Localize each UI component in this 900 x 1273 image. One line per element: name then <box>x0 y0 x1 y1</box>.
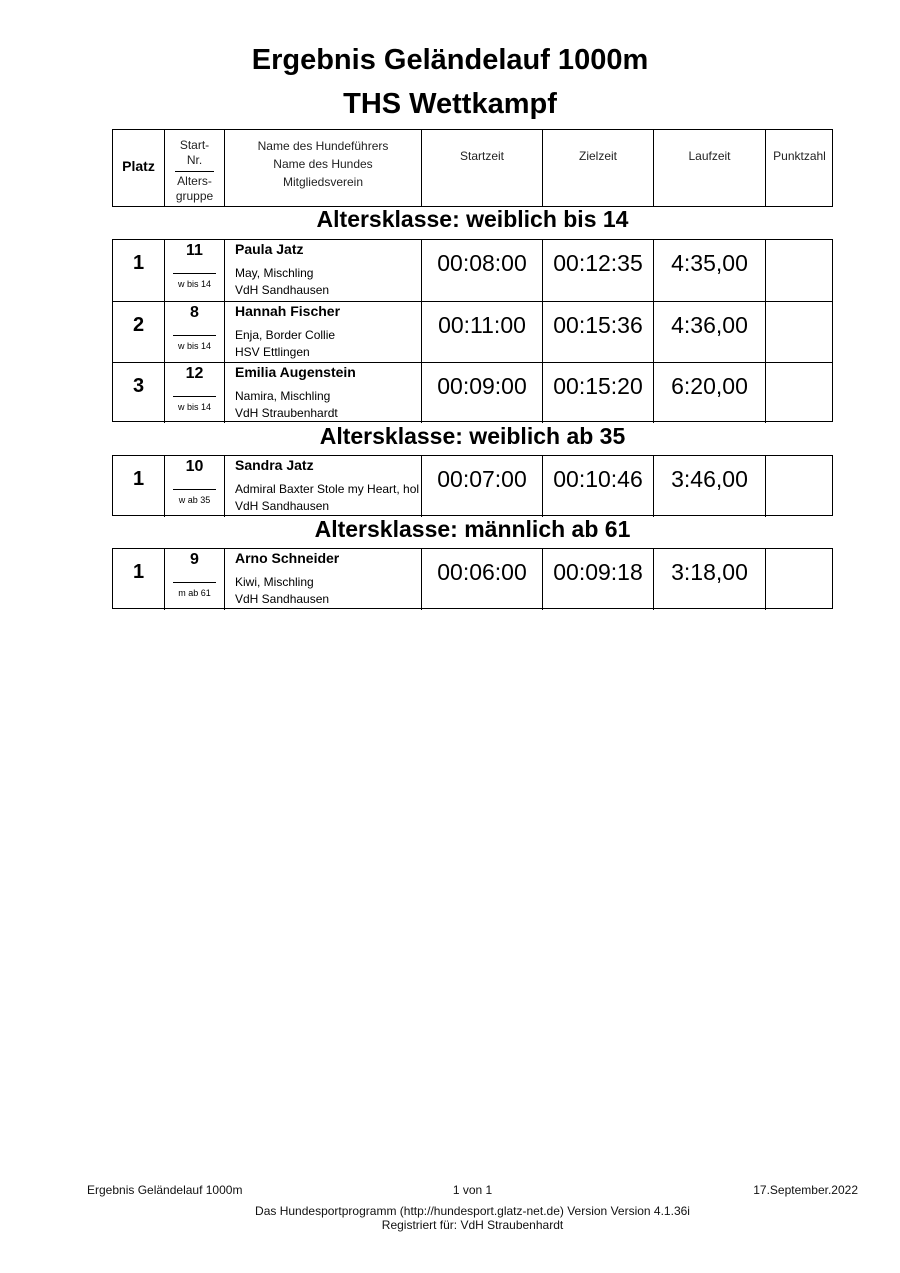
run-time: 4:36,00 <box>671 312 748 338</box>
header-name-handler: Name des Hundeführers <box>257 139 389 153</box>
club-name: VdH Sandhausen <box>235 592 330 606</box>
section-heading: Altersklasse: weiblich bis 14 <box>316 206 629 232</box>
handler-name: Emilia Augenstein <box>235 364 356 380</box>
start-divider <box>173 273 216 274</box>
finish-time: 00:12:35 <box>553 250 643 276</box>
header-name-club: Mitgliedsverein <box>282 175 364 189</box>
start-time: 00:08:00 <box>437 250 527 276</box>
table-row <box>113 240 832 301</box>
footer-page-number: 1 von 1 <box>452 1183 493 1197</box>
finish-time: 00:09:18 <box>553 559 643 585</box>
dog-name: Admiral Baxter Stole my Heart, hol <box>235 482 420 496</box>
handler-name: Hannah Fischer <box>235 303 341 319</box>
start-time: 00:09:00 <box>437 373 527 399</box>
platz-value: 1 <box>132 561 145 583</box>
header-name-cell <box>225 130 422 206</box>
page-subtitle: THS Wettkampf <box>343 88 557 120</box>
handler-name: Arno Schneider <box>235 550 340 566</box>
platz-value: 1 <box>132 252 145 274</box>
platz-value: 3 <box>132 375 145 397</box>
handler-name: Sandra Jatz <box>235 457 314 473</box>
start-divider <box>173 396 216 397</box>
age-group: w bis 14 <box>177 341 212 351</box>
run-time: 3:46,00 <box>671 466 748 492</box>
run-time: 3:18,00 <box>671 559 748 585</box>
header-start-cell <box>165 130 225 206</box>
header-altersgruppe: Alters- gruppe <box>175 174 214 203</box>
header-zielzeit-cell <box>543 130 654 206</box>
table-row <box>113 301 832 362</box>
finish-time: 00:15:20 <box>553 373 643 399</box>
age-group: m ab 61 <box>178 588 211 598</box>
start-time: 00:11:00 <box>438 312 526 338</box>
footer-document-title: Ergebnis Geländelauf 1000m <box>87 1183 243 1197</box>
start-number: 11 <box>186 242 203 259</box>
header-platz-cell <box>113 130 165 206</box>
club-name: VdH Sandhausen <box>235 499 330 513</box>
header-zielzeit: Zielzeit <box>578 149 617 163</box>
section-heading: Altersklasse: männlich ab 61 <box>314 516 631 542</box>
start-number: 8 <box>190 304 199 321</box>
results-table <box>112 455 833 516</box>
start-divider <box>173 335 216 336</box>
table-row <box>113 456 832 517</box>
platz-value: 2 <box>132 314 145 336</box>
header-punktzahl-cell <box>766 130 833 206</box>
dog-name: Enja, Border Collie <box>235 328 336 342</box>
run-time: 6:20,00 <box>671 373 748 399</box>
footer-program-info: Das Hundesportprogramm (http://hundesport.glatz-net.de) Version Version 4.1.36i <box>255 1204 690 1218</box>
table-row <box>113 362 832 423</box>
header-startzeit-cell <box>422 130 543 206</box>
header-laufzeit-cell <box>654 130 766 206</box>
platz-value: 1 <box>132 468 145 490</box>
dog-name: Kiwi, Mischling <box>235 575 314 589</box>
header-platz: Platz <box>122 158 155 174</box>
finish-time: 00:10:46 <box>553 466 643 492</box>
dog-name: Namira, Mischling <box>235 389 331 403</box>
finish-time: 00:15:36 <box>553 312 643 338</box>
age-group: w ab 35 <box>178 495 211 505</box>
footer-registration: Registriert für: VdH Straubenhardt <box>381 1218 564 1232</box>
table-row <box>113 549 832 610</box>
handler-name: Paula Jatz <box>235 241 304 257</box>
page-title: Ergebnis Geländelauf 1000m <box>251 44 649 76</box>
section-heading: Altersklasse: weiblich ab 35 <box>319 423 626 449</box>
start-time: 00:07:00 <box>437 466 527 492</box>
results-table <box>112 239 833 422</box>
age-group: w bis 14 <box>177 279 212 289</box>
club-name: VdH Straubenhardt <box>235 406 338 420</box>
start-divider <box>173 582 216 583</box>
header-start-nr: Start- Nr. <box>179 138 210 167</box>
club-name: VdH Sandhausen <box>235 283 330 297</box>
start-time: 00:06:00 <box>437 559 527 585</box>
header-punktzahl: Punktzahl <box>773 149 826 163</box>
start-divider <box>173 489 216 490</box>
header-start-divider <box>175 171 214 172</box>
dog-name: May, Mischling <box>235 266 314 280</box>
start-number: 12 <box>185 365 204 382</box>
footer-date: 17.September.2022 <box>753 1183 858 1197</box>
run-time: 4:35,00 <box>671 250 748 276</box>
results-table <box>112 548 833 609</box>
start-number: 9 <box>190 551 199 568</box>
age-group: w bis 14 <box>177 402 212 412</box>
header-name-dog: Name des Hundes <box>273 157 373 171</box>
club-name: HSV Ettlingen <box>235 345 310 359</box>
header-startzeit: Startzeit <box>459 149 504 163</box>
start-number: 10 <box>185 458 204 475</box>
table-header <box>112 129 833 207</box>
header-laufzeit: Laufzeit <box>688 149 731 163</box>
